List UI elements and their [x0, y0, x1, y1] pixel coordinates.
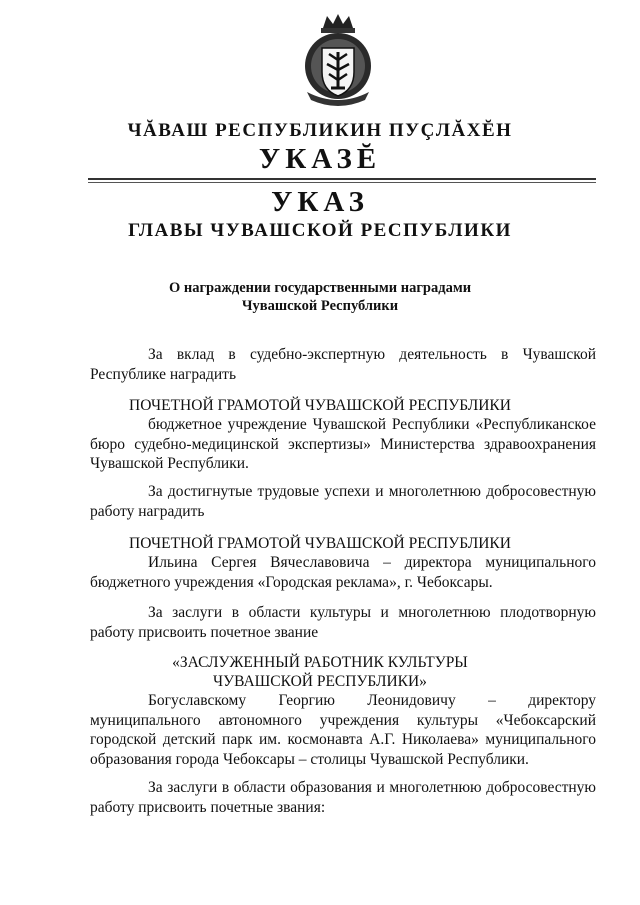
section-2-intro: За достигнутые трудовые успехи и многолетнюю добросовестную работу наградить — [90, 483, 596, 520]
decree-title: УКАЗ — [271, 186, 369, 218]
decree-issuer: ГЛАВЫ ЧУВАШСКОЙ РЕСПУБЛИКИ — [128, 220, 512, 241]
section-1-intro: За вклад в судебно-экспертную деятельность в Чувашской Республике наградить — [90, 346, 596, 383]
section-3-recipient: Богуславскому Георгию Леонидовичу – директору муниципального автономного учреждения культуры «Чебоксарский городской детский парк им. космонавта А.Г. Николаева» муниципального образования города Чебоксары – столицы Чувашской Республики. — [90, 692, 596, 768]
republic-title-chuvash: ЧĂВАШ РЕСПУБЛИКИН ПУÇЛĂХĔН — [127, 120, 513, 141]
section-3-intro: За заслуги в области культуры и многолетнюю плодотворную работу присвоить почетное звание — [90, 604, 596, 641]
section-2-recipient: Ильина Сергея Вячеславовича – директора муниципального бюджетного учреждения «Городская реклама», г. Чебоксары. — [90, 554, 596, 591]
section-1-recipient: бюджетное учреждение Чувашской Республики «Республиканское бюро судебно-медицинской экспертизы» Министерства здравоохранения Чувашской Республики. — [90, 416, 596, 472]
decree-title-chuvash: УКАЗĔ — [258, 143, 382, 175]
header-divider-thin — [88, 182, 596, 183]
section-3-award-line-1: «ЗАСЛУЖЕННЫЙ РАБОТНИК КУЛЬТУРЫ — [172, 654, 468, 671]
section-3-award-line-2: ЧУВАШСКОЙ РЕСПУБЛИКИ» — [213, 673, 427, 690]
subject-line-1: О награждении государственными наградами — [168, 280, 472, 296]
header-divider — [88, 178, 596, 180]
chuvash-coat-of-arms-emblem — [297, 12, 379, 108]
section-1-award: ПОЧЕТНОЙ ГРАМОТОЙ ЧУВАШСКОЙ РЕСПУБЛИКИ — [129, 397, 511, 414]
section-4-intro: За заслуги в области образования и многолетнюю добросовестную работу присвоить почетные звания: — [90, 779, 596, 816]
section-2-award: ПОЧЕТНОЙ ГРАМОТОЙ ЧУВАШСКОЙ РЕСПУБЛИКИ — [129, 535, 511, 552]
subject-line-2: Чувашской Республики — [241, 298, 399, 314]
